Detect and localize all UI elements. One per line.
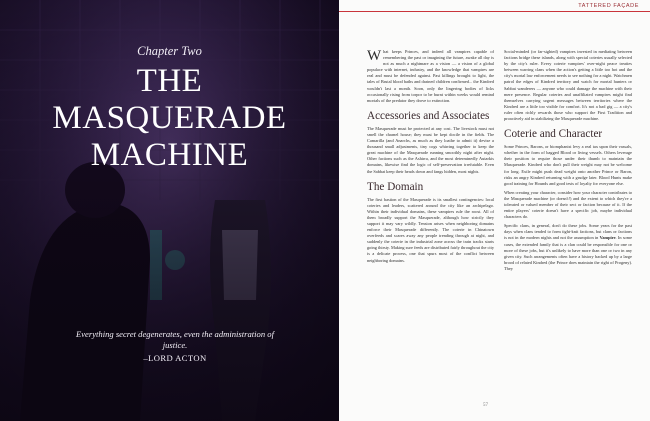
text-column-right <box>504 49 632 275</box>
body-text: . In some cases, the extended family that is a clan could be responsible for one or more of these jobs, but it's unlikely to have more than one or two in any given city. Such arrangements often have a history backed up by a large brood of related Kindred (the Prince does maintain the right of Progeny). They <box>504 235 632 271</box>
emphasis-text: Vampire <box>599 235 616 241</box>
epigraph-quote: Everything secret degenerates, even the administration of justice. <box>75 329 274 350</box>
header-rule <box>339 11 650 12</box>
text-column-left <box>367 49 494 267</box>
epigraph-author: –LORD ACTON <box>143 353 207 363</box>
section-heading: Coterie and Character <box>504 128 603 141</box>
body-paragraph: Some Princes, Barons, or biomphanist levy a real tax upon their vassals, whether in the form of bagged Blood or living vessels. Others leverage their position to require those under their thumb to maintain the Masquerade. Kindred who don't pull their weight may not be welcome for long. Exile might push dead weight onto another Prince or Baron, risks an angry Kindred returning with a grudge later. Blood Hunts make good training for Hounds and good tests of loyalty for everyone else. <box>504 144 632 186</box>
intro-paragraph <box>367 49 494 104</box>
section-heading: The Domain <box>367 180 424 193</box>
page-number: 57 <box>483 403 488 408</box>
body-paragraph <box>504 223 632 272</box>
running-header: TATTERED FAÇADE <box>575 3 642 9</box>
body-paragraph: The Masquerade must be protected at any cost. The livestock must not smell the charnel house; they must be kept docile in the fields. The Camarilla (and Anarchs, as much as they loathe to admit it) devise a thousand small adjustments, tiny cogs whirring together to keep the great machine of the Masquerade running smoothly night after night. Other factions such as the Ashirra, and the most determinedly Autarkis domains, likewise find the logic of self-preservation irrefutable. Even the Sabbat keep their heads down and fangs hidden, most nights. <box>367 125 494 174</box>
body-paragraph: Social-minded (or far-sighted) vampires invested in mediating between factions bridge these islands, along with special coteries usually selected by the city's ruler. Every coterie vampires' over-night peace treaties between warring clans when the action's getting a little too hot and the city's mortal law enforcement needs to see nothing for a night. Watchmen patrol the edges of Kindred territory and watch for mortal hunters or Sabbat wanderers — anyone who could damage the machine with their mere presence. Regular coteries and unaffiliated vampires might find themselves carrying urgent messages between territories where the Kindred are a little too visible for comfort. It's not a bad gig — a city's ruler often richly rewards those who support the First Tradition and proactively aid in stabilizing the Masquerade machine. <box>504 49 632 122</box>
body-paragraph: When creating your character, consider how your character contributes to the Masquerade machine (or doesn't!) and the extent to which they're a tolerated or valued member of their sect or faction because of it. If the entire players' coterie doesn't have a specific job, maybe individual characters do. <box>504 189 632 220</box>
chapter-title-line-3: MACHINE <box>90 137 249 173</box>
section-heading: Accessories and Associates <box>367 109 490 122</box>
intro-text: hat keeps Princes, and indeed all vampires capable of remembering the past or imagining the future, awake all day is not as much a nightmare as a vision — a vision of a global populace with internet, industry, and the knowledge that vampires are real and must be defended against. Past killings brought to light, the tales of Brutal blood baths and drained children confirmed... the Kindred wouldn't last a month. Soon, only the lingering bodies of licks occasionally rising from torpor to be burnt within weeks would remind mortals of the predator they drove to extinction. <box>367 49 494 103</box>
chapter-title-line-1: THE <box>136 63 203 99</box>
body-paragraph: The first bastion of the Masquerade is its smallest contingencies: local coteries and leaders, scattered around the city like an archipelago. Within their individual domains, these vampires rule the roost. All of them broadly support the Masquerade, although how strictly they support it may vary wildly. Tension arises when neighboring domains enforce their Masquerade differently. The coterie in Chinatown overfeeds and scares away any people trending through at night, and suddenly the coterie in the industrial zone across the train tracks starts going thirsty. Making sure feeds are distributed fairly throughout the city is a delicate process, one that spurs most of the conflict between neighboring domains. <box>367 196 494 263</box>
chapter-label: Chapter Two <box>137 44 202 58</box>
drop-cap: W <box>367 48 382 64</box>
chapter-title-line-2: MASQUERADE <box>52 100 287 136</box>
body-text: Specific clans, in general, don't do these jobs. Some years for the past days when clans tended to form tight-knit factions, but clans or factions is not in the modern nights and not the assumption in <box>504 223 632 241</box>
text-page <box>339 0 650 421</box>
